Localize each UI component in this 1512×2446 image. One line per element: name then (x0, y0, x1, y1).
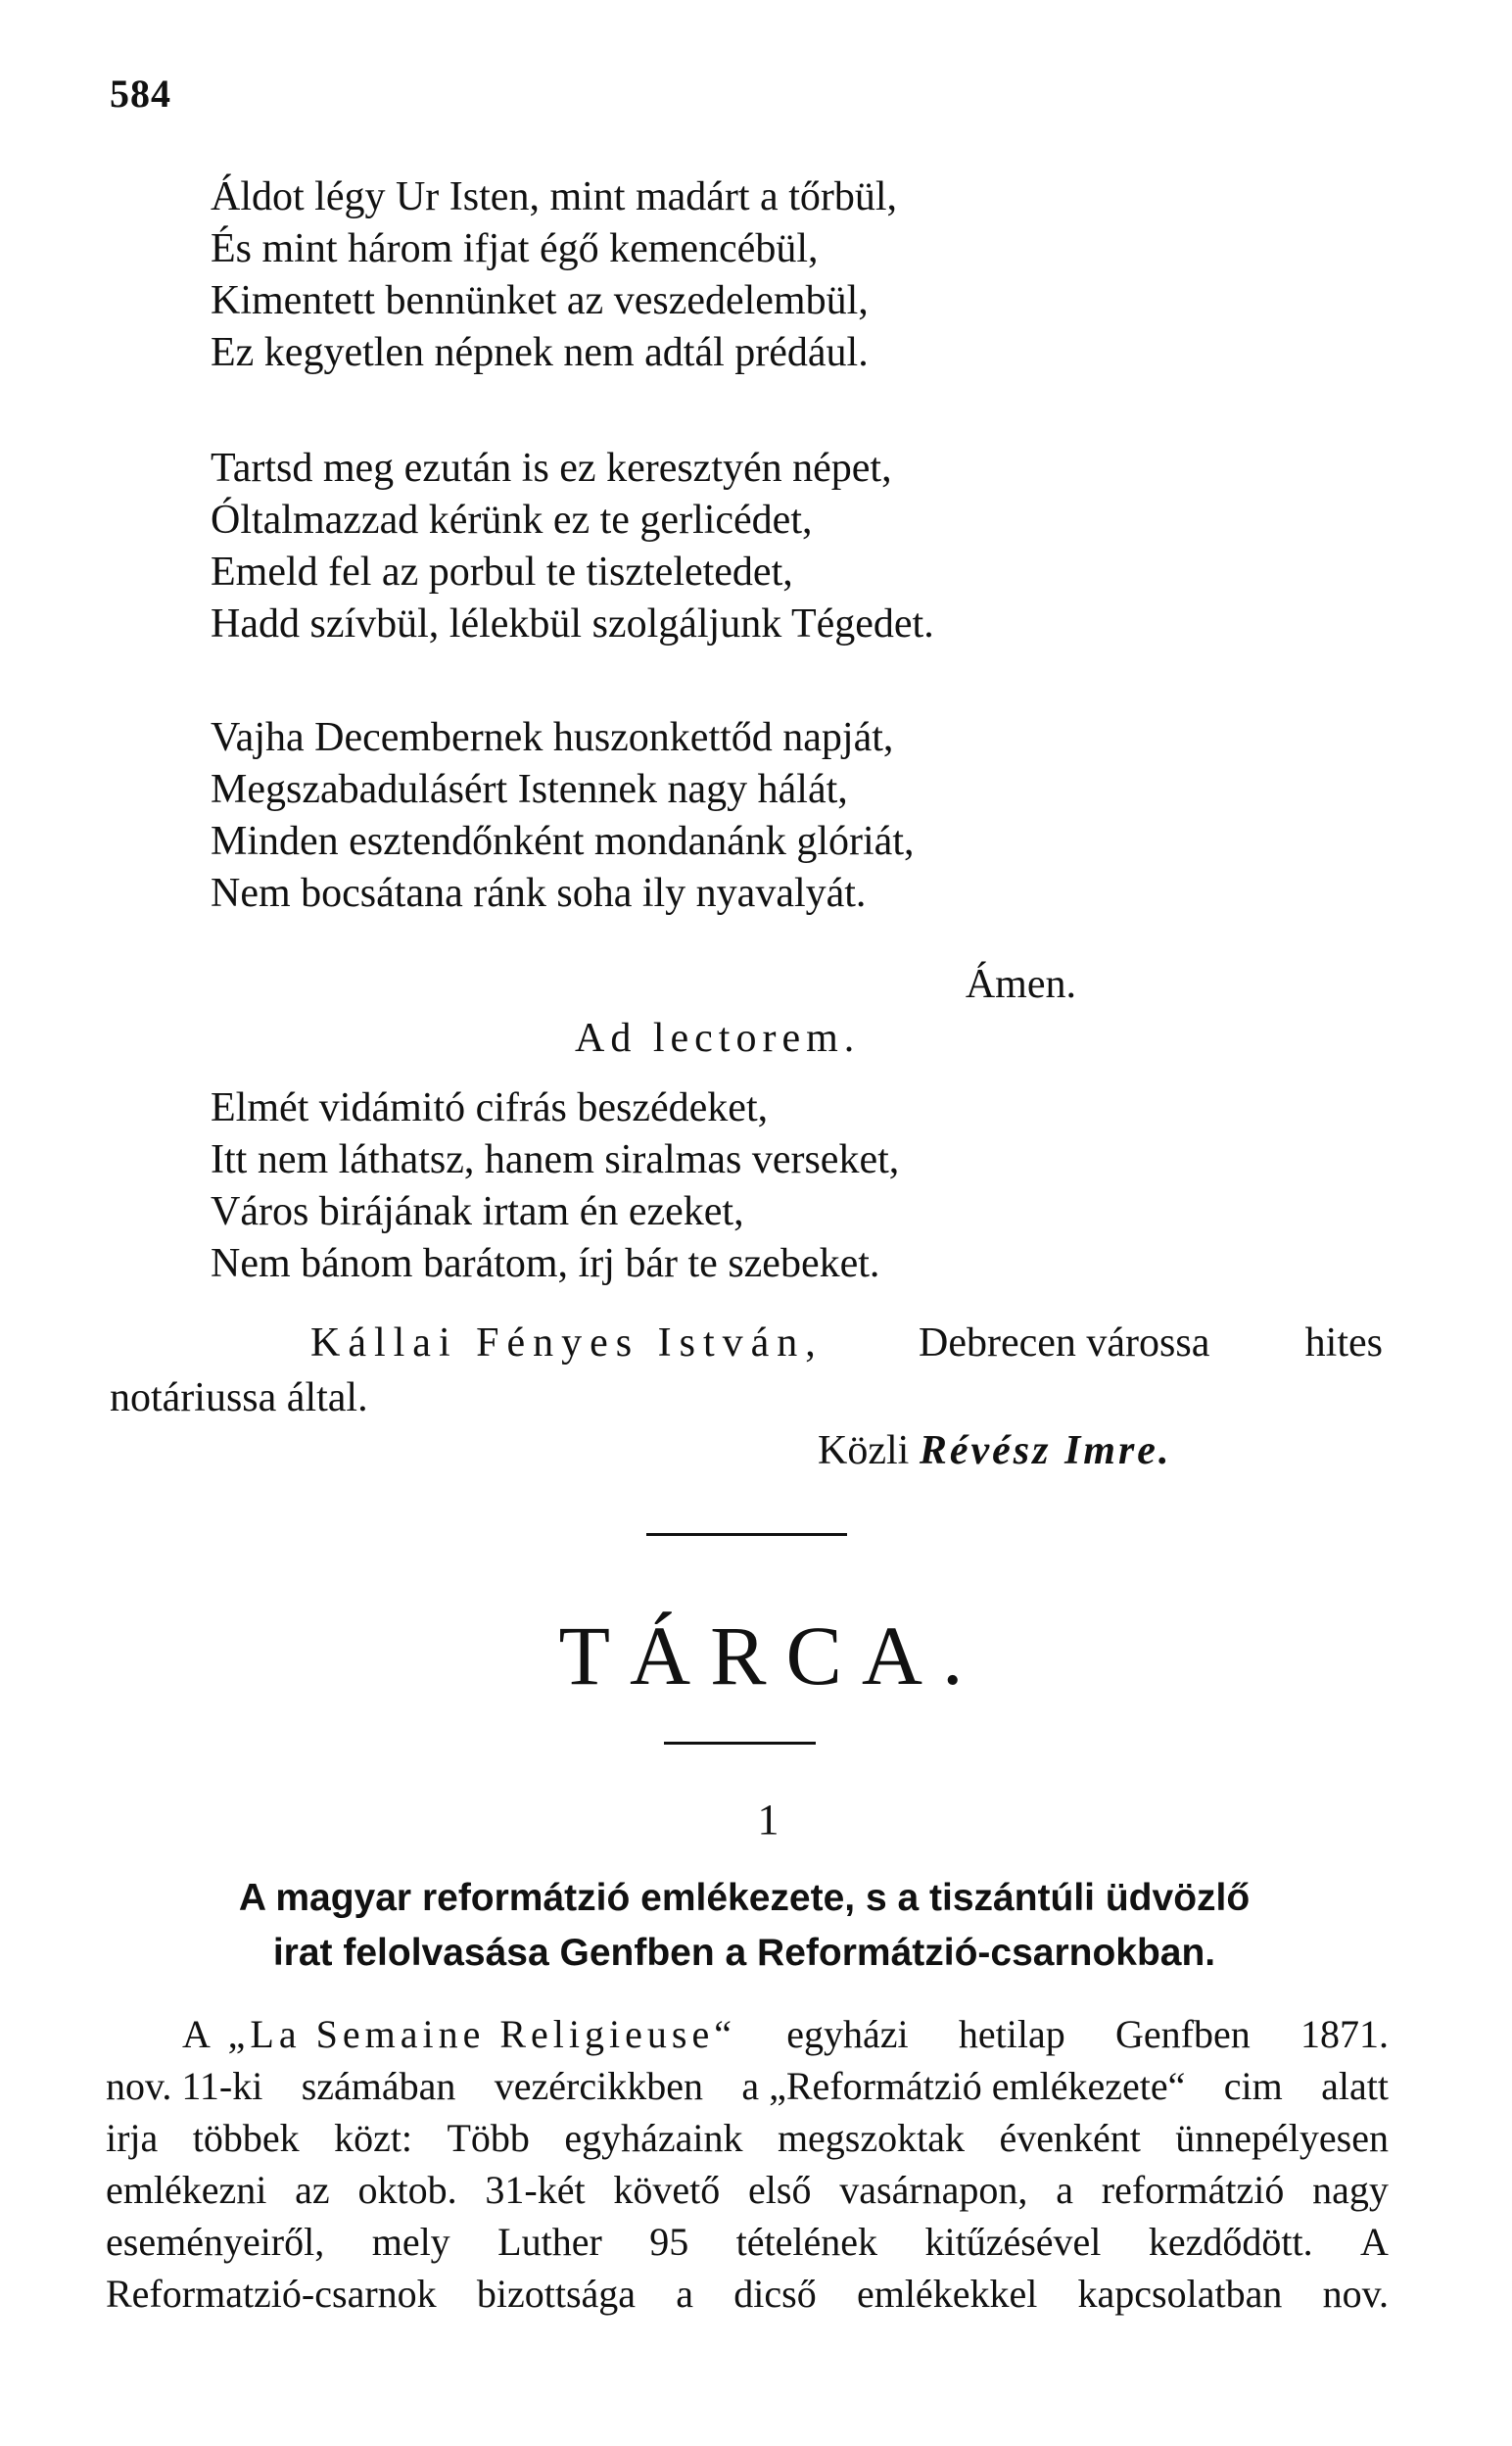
signature-place: Debrecen várossa (919, 1320, 1210, 1366)
body-word: emlékekkel (856, 2272, 1038, 2316)
poem-line: Hadd szívbül, lélekbül szolgáljunk Tégedet. (211, 601, 934, 647)
body-word: oktob. (357, 2168, 457, 2212)
signature-line-2: notáriussa által. (110, 1375, 368, 1420)
body-word: vasárnapon, (839, 2168, 1028, 2212)
body-line (106, 2060, 1389, 2112)
signature-hites: hites (1304, 1320, 1383, 1366)
poem-line: Óltalmazzad kérünk ez te gerlicédet, (211, 498, 813, 543)
body-word: számában (301, 2064, 456, 2108)
poem-line: Minden esztendőnként mondanánk glóriát, (211, 819, 915, 864)
body-word: követő (613, 2168, 721, 2212)
body-word: reformátzió (1101, 2168, 1285, 2212)
body-word: többek (192, 2116, 300, 2160)
body-line (106, 2268, 1389, 2320)
body-word: emlékezni (106, 2168, 267, 2212)
body-word: cim (1223, 2064, 1283, 2108)
article-heading (98, 1871, 1391, 1981)
poem-line: Tartsd meg ezután is ez keresztyén népet, (211, 446, 892, 491)
article-body (106, 2008, 1389, 2320)
body-word: megszoktak (777, 2116, 965, 2160)
body-word: nov. 11-ki (106, 2064, 263, 2108)
poem-stanza-1 (211, 171, 1386, 379)
poem-line: És mint három ifjat égő kemencébül, (211, 226, 819, 271)
body-word: nagy (1312, 2168, 1389, 2212)
article-heading-line-1: A magyar reformátzió emlékezete, s a tiszántúli üdvözlő (238, 1877, 1251, 1919)
body-word: Luther (497, 2220, 602, 2264)
signature (110, 1316, 1383, 1425)
body-line (106, 2216, 1389, 2268)
body-line (106, 2164, 1389, 2216)
poem-line: Emeld fel az porbul te tiszteletedet, (211, 550, 793, 595)
body-word: közt: (334, 2116, 413, 2160)
body-word: vezércikkben (494, 2064, 703, 2108)
body-line (106, 2008, 1389, 2060)
poem-line: Nem bánom barátom, írj bár te szebeket. (211, 1241, 880, 1286)
body-word: alatt (1321, 2064, 1389, 2108)
poem-stanza-3 (211, 712, 1386, 920)
poem-line: Kimentett bennünket az veszedelembül, (211, 278, 869, 323)
poem-line: Itt nem láthatsz, hanem siralmas verseket, (211, 1137, 900, 1182)
body-word: dicső (733, 2272, 817, 2316)
amen: Ámen. (965, 962, 1076, 1007)
poem-line: Nem bocsátana ránk soha ily nyavalyát. (211, 871, 867, 916)
poem-line: Elmét vidámitó cifrás beszédeket, (211, 1085, 769, 1130)
body-word: A (1360, 2220, 1389, 2264)
body-word: nov. (1322, 2272, 1389, 2316)
body-word: 31-két (485, 2168, 586, 2212)
poem-line: Megszabadulásért Istennek nagy hálát, (211, 767, 848, 812)
body-word: tételének (735, 2220, 878, 2264)
page-number: 584 (110, 72, 171, 116)
body-line (106, 2112, 1389, 2164)
body-word: kapcsolatban (1077, 2272, 1283, 2316)
body-word: 1871. (1299, 2012, 1389, 2056)
poem-line: Áldot légy Ur Isten, mint madárt a tőrbül, (211, 174, 898, 219)
communicated-by (818, 1423, 1171, 1478)
poem-stanza-2 (211, 443, 1386, 650)
ad-lectorem-stanza (211, 1082, 1386, 1290)
signature-line-1 (110, 1316, 1383, 1370)
kozli-name: Révész Imre. (919, 1428, 1172, 1473)
body-word: 95 (649, 2220, 689, 2264)
body-word: Genfben (1115, 2012, 1251, 2056)
body-word: bizottsága (476, 2272, 637, 2316)
body-word: A „La Semaine Religieuse“ (182, 2012, 736, 2056)
signature-author: Kállai Fényes István, (310, 1320, 824, 1366)
ad-lectorem-heading: Ad lectorem. (575, 1016, 861, 1061)
body-word: az (295, 2168, 330, 2212)
article-heading-line-2: irat felolvasása Genfben a Reformátzió-csarnokban. (272, 1932, 1216, 1974)
body-word: Reformatzió-csarnok (106, 2272, 437, 2316)
body-word: ünnepélyesen (1175, 2116, 1389, 2160)
body-word: a „Reformátzió emlékezete“ (741, 2064, 1186, 2108)
body-word: irja (106, 2116, 159, 2160)
body-word: Több (447, 2116, 530, 2160)
article-number: 1 (757, 1796, 780, 1844)
body-word: egyházi (786, 2012, 909, 2056)
body-word: a (676, 2272, 694, 2316)
body-word: kitűzésével (924, 2220, 1102, 2264)
poem-line: Vajha Decembernek huszonkettőd napját, (211, 715, 894, 760)
divider (646, 1533, 847, 1536)
body-word: évenként (999, 2116, 1141, 2160)
body-word: egyházaink (564, 2116, 743, 2160)
kozli-label: Közli (818, 1428, 910, 1473)
body-word: mely (371, 2220, 450, 2264)
section-title: TÁRCA. (558, 1608, 983, 1703)
poem-line: Ez kegyetlen népnek nem adtál prédául. (211, 330, 869, 375)
body-word: hetilap (958, 2012, 1065, 2056)
body-word: a (1056, 2168, 1073, 2212)
body-word: kezdődött. (1148, 2220, 1313, 2264)
body-word: eseményeiről, (106, 2220, 325, 2264)
body-word: első (748, 2168, 812, 2212)
poem-line: Város birájának irtam én ezeket, (211, 1189, 744, 1234)
divider (664, 1742, 816, 1745)
